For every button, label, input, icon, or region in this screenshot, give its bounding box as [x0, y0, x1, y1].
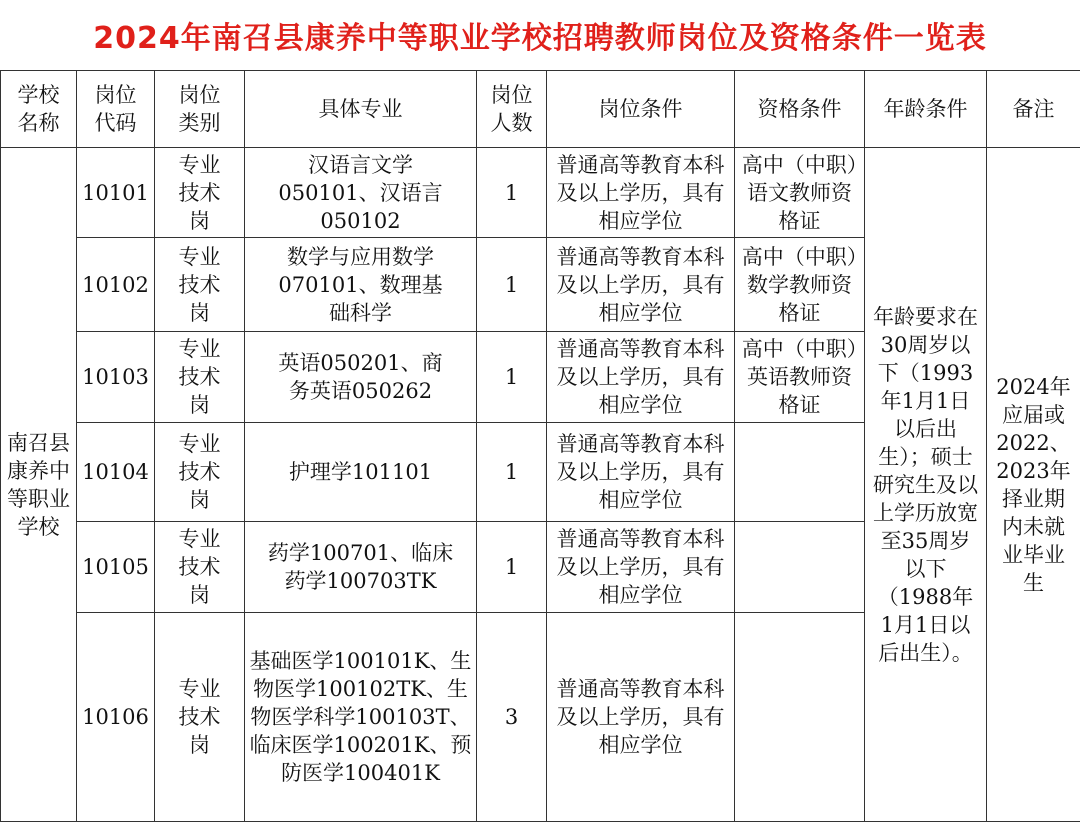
qualification-cell: 高中（中职）数学教师资格证 [735, 238, 865, 332]
remark-cell: 2024年应届或2022、2023年择业期内未就业毕业生 [987, 148, 1080, 822]
count-cell: 1 [477, 332, 547, 423]
header-code: 岗位代码 [77, 71, 155, 148]
age-condition-cell: 年龄要求在30周岁以下（1993年1月1日以后出生）；硕士研究生及以上学历放宽至35周岁以下（1988年1月1日以后出生）。 [865, 148, 987, 822]
major-cell: 数学与应用数学070101、数理基础科学 [245, 238, 477, 332]
code-cell: 10106 [77, 613, 155, 822]
qualification-cell [735, 423, 865, 522]
post-condition-cell: 普通高等教育本科及以上学历，具有相应学位 [547, 148, 735, 238]
post-condition-cell: 普通高等教育本科及以上学历，具有相应学位 [547, 522, 735, 613]
recruitment-table [0, 70, 1080, 822]
count-cell: 1 [477, 423, 547, 522]
major-cell: 药学100701、临床药学100703TK [245, 522, 477, 613]
major-cell: 基础医学100101K、生物医学100102TK、生物医学科学100103T、临床医学100201K、预防医学100401K [245, 613, 477, 822]
header-post-condition: 岗位条件 [547, 71, 735, 148]
category-cell: 专业技术岗 [155, 238, 245, 332]
school-name-cell: 南召县康养中等职业学校 [1, 148, 77, 822]
count-cell: 1 [477, 238, 547, 332]
code-cell: 10103 [77, 332, 155, 423]
qualification-cell: 高中（中职）英语教师资格证 [735, 332, 865, 423]
header-count: 岗位人数 [477, 71, 547, 148]
page-title: 2024年南召县康养中等职业学校招聘教师岗位及资格条件一览表 [93, 21, 987, 56]
category-cell: 专业技术岗 [155, 148, 245, 238]
header-age: 年龄条件 [865, 71, 987, 148]
qualification-cell: 高中（中职）语文教师资格证 [735, 148, 865, 238]
post-condition-cell: 普通高等教育本科及以上学历，具有相应学位 [547, 613, 735, 822]
qualification-cell [735, 522, 865, 613]
post-condition-cell: 普通高等教育本科及以上学历，具有相应学位 [547, 332, 735, 423]
category-cell: 专业技术岗 [155, 613, 245, 822]
header-category: 岗位类别 [155, 71, 245, 148]
category-cell: 专业技术岗 [155, 332, 245, 423]
post-condition-cell: 普通高等教育本科及以上学历，具有相应学位 [547, 238, 735, 332]
qualification-cell [735, 613, 865, 822]
post-condition-cell: 普通高等教育本科及以上学历，具有相应学位 [547, 423, 735, 522]
table-row [1, 148, 1080, 238]
code-cell: 10105 [77, 522, 155, 613]
category-cell: 专业技术岗 [155, 522, 245, 613]
major-cell: 护理学101101 [245, 423, 477, 522]
header-remark: 备注 [987, 71, 1080, 148]
header-row [1, 71, 1080, 148]
category-cell: 专业技术岗 [155, 423, 245, 522]
header-qualification: 资格条件 [735, 71, 865, 148]
code-cell: 10102 [77, 238, 155, 332]
code-cell: 10104 [77, 423, 155, 522]
count-cell: 1 [477, 522, 547, 613]
header-major: 具体专业 [245, 71, 477, 148]
code-cell: 10101 [77, 148, 155, 238]
header-school: 学校名称 [1, 71, 77, 148]
major-cell: 汉语言文学050101、汉语言050102 [245, 148, 477, 238]
count-cell: 3 [477, 613, 547, 822]
count-cell: 1 [477, 148, 547, 238]
major-cell: 英语050201、商务英语050262 [245, 332, 477, 423]
